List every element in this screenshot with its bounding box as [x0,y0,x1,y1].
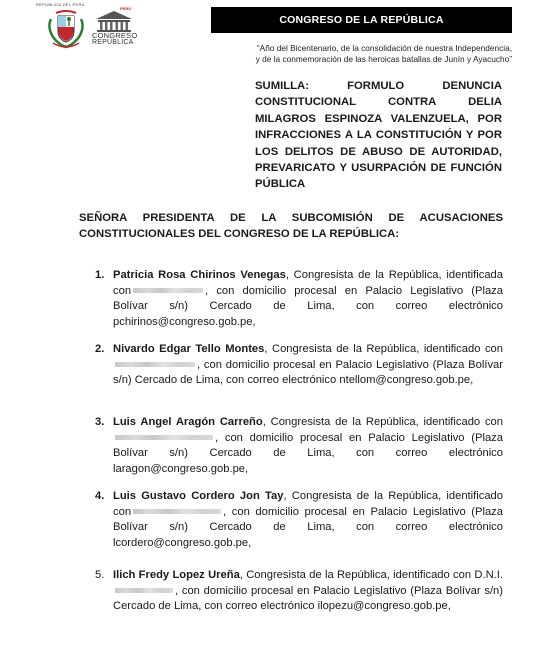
complainant-address: , con domicilio procesal en Palacio Legislativo (Plaza Bolívar s/n) Cercado de Lima, con correo electrónico [113,505,503,534]
complainant-email: ntellom@congreso.gob.pe, [339,374,474,387]
redacted-id [115,362,195,367]
complainant-name: Nivardo Edgar Tello Montes [113,343,265,355]
complainant-role: , Congresista de la República, identificada con [113,269,503,297]
banner-title: CONGRESO DE LA REPÚBLICA [211,7,512,33]
item-number: 4. [95,490,105,502]
complainant-3 [97,415,503,477]
item-number: 1. [95,269,105,281]
complainant-address: , con domicilio procesal en Palacio Legislativo (Plaza Bolívar s/n) Cercado de Lima, con correo electrónico [113,584,503,613]
logo-tag: PERÚ [120,6,132,11]
letterhead [0,0,555,62]
redacted-id [115,588,173,593]
motto-line-1: “Año del Bicentenario, de la consolidación de nuestra Independencia, [256,43,512,53]
coat-of-arms-icon [45,7,87,49]
complainant-name: Luis Gustavo Cordero Jon Tay [113,490,284,502]
item-number: 3. [95,416,105,428]
redacted-id [133,288,203,293]
motto-line-2: y de la conmemoración de las heroicas batallas de Junín y Ayacucho” [255,53,512,64]
logo-name-line1: CONGRESO [92,31,138,40]
sumilla: SUMILLA: FORMULO DENUNCIA CONSTITUCIONAL CONTRA DELIA MILAGROS ESPINOZA VALENZUELA, POR INFRACCIONES A LA CONSTITUCIÓN Y POR LOS DELITOS DE ABUSO DE AUTORIDAD, PREVARICATO Y USURPACIÓN DE FUNCIÓN PÚBLICA [255,80,502,191]
complainant-name: Ilich Fredy Lopez Ureña [113,569,240,581]
complainant-email: laragon@congreso.gob.pe, [113,462,249,475]
complainant-role: , Congresista de la República, identificado con D.N.I. [239,569,503,581]
shield-caption: REPÚBLICA DEL PERÚ [36,2,85,7]
complainant-1 [97,268,503,330]
redacted-id [133,509,221,514]
complainant-role: , Congresista de la República, identificado con [262,416,503,428]
complainant-email: ilopezu@congreso.gob.pe, [317,600,451,613]
complainant-email: pchirinos@congreso.gob.pe, [113,315,256,328]
complainant-address: , con domicilio procesal en Palacio Legislativo (Plaza Bolívar s/n) Cercado de Lima, con correo electrónico [113,284,503,313]
year-motto [190,43,512,64]
redacted-id [115,435,213,440]
complainant-address: , con domicilio procesal en Palacio Legislativo (Plaza Bolívar s/n) Cercado de Lima, con correo electrónico [113,431,503,460]
addressee: SEÑORA PRESIDENTA DE LA SUBCOMISIÓN DE ACUSACIONES CONSTITUCIONALES DEL CONGRESO DE LA REPÚBLICA: [79,212,503,241]
complainant-email: lcordero@congreso.gob.pe, [113,536,252,549]
congreso-building-icon [92,9,136,33]
complainant-role: , Congresista de la República, identificado con [264,343,503,355]
complainant-name: Patricia Rosa Chirinos Venegas [113,269,286,281]
complainant-4 [97,489,503,551]
complainant-2 [97,342,503,389]
logo-name-line2: REPÚBLICA [92,39,134,46]
item-number: 2. [95,343,105,355]
complainant-role: , Congresista de la República, identificado con [113,490,503,518]
congreso-logo [92,6,136,46]
complainant-5 [97,568,503,615]
complainant-name: Luis Angel Aragón Carreño [113,416,263,428]
complainant-address: , con domicilio procesal en Palacio Legislativo (Plaza Bolívar s/n) Cercado de Lima, con correo electrónico [113,358,503,387]
item-number: 5. [95,569,105,581]
